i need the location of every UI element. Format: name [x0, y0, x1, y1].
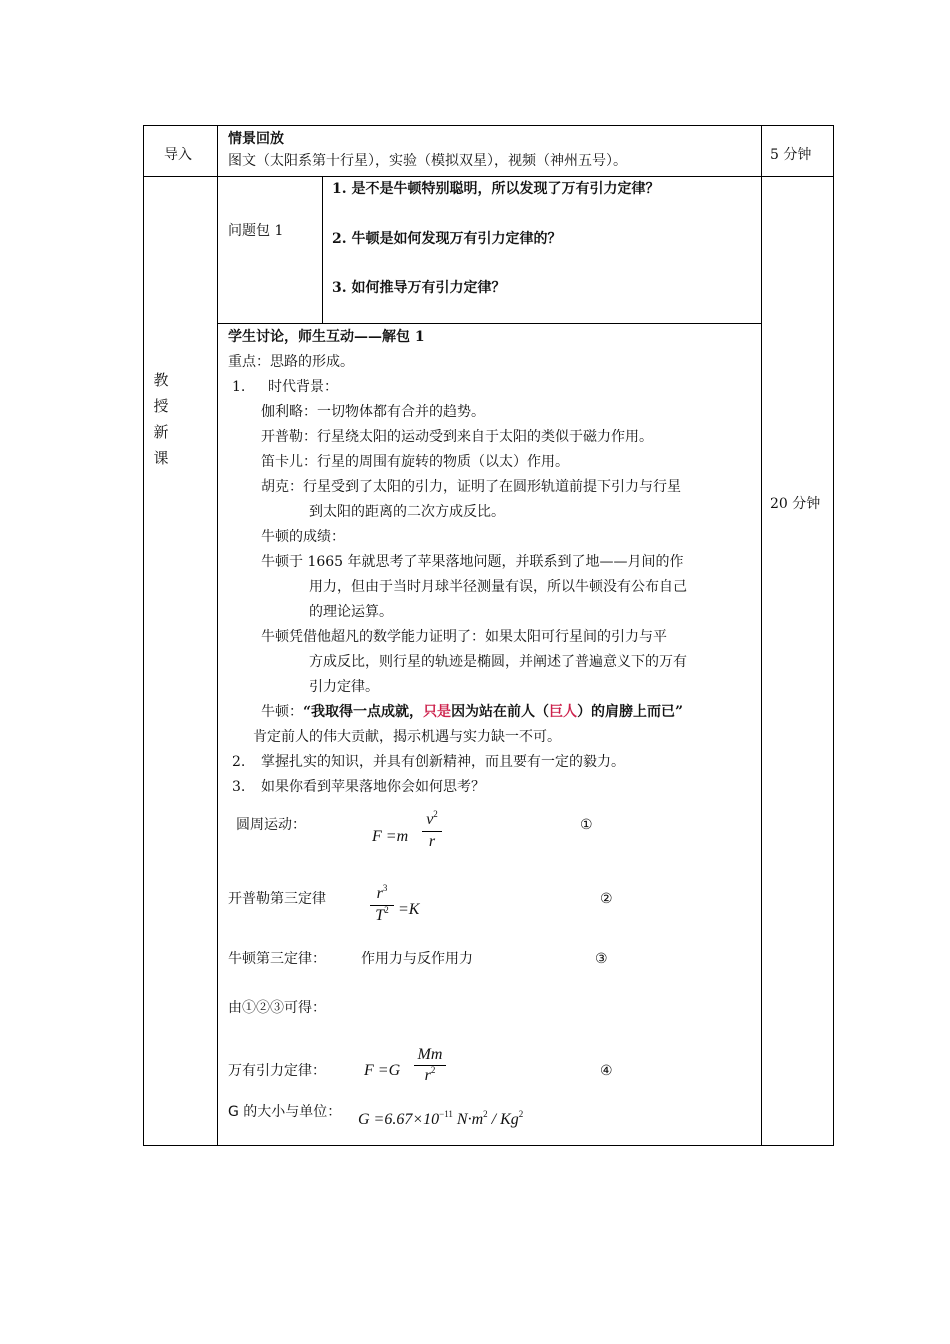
kepler-law-label: 开普勒第三定律: [228, 891, 326, 907]
col-divider-1: [217, 125, 218, 1146]
table-bottom-border: [143, 1145, 834, 1146]
item-1-number: 1.: [232, 379, 246, 395]
intro-time: 5 分钟: [770, 147, 812, 163]
question-2: 2. 牛顿是如何发现万有引力定律的？: [332, 231, 562, 247]
newton-a-line-1: 牛顿于 1665 年就思考了苹果落地问题，并联系到了地——月间的作: [261, 554, 684, 570]
main-label-char: 教: [153, 371, 169, 389]
formula-kepler-fraction: $r^3$ $T^2$: [370, 885, 394, 926]
kepler-line: 开普勒：行星绕太阳的运动受到来自于太阳的类似于磁力作用。: [261, 429, 653, 445]
quote-part-c: ）的肩膀上而已”: [577, 704, 684, 720]
newton-b-line-3: 引力定律。: [309, 679, 379, 695]
kepler-mark: ②: [600, 891, 613, 907]
circular-label: 圆周运动：: [236, 817, 306, 833]
gravity-label: 万有引力定律：: [228, 1063, 326, 1079]
formula-circular-fraction: $v^2$ r: [422, 811, 442, 850]
row-divider: [143, 176, 834, 177]
newton-a-line-3: 的理论运算。: [309, 604, 393, 620]
newton-b-line-1: 牛顿凭借他超凡的数学能力证明了：如果太阳可行星间的引力与平: [261, 629, 667, 645]
item-3-text: 如果你看到苹果落地你会如何思考？: [261, 779, 485, 795]
focus-line: 重点：思路的形成。: [228, 354, 354, 370]
newton3-text: 作用力与反作用力: [361, 951, 473, 967]
derive-line: 由①②③可得：: [228, 1000, 326, 1016]
question-1: 1. 是不是牛顿特别聪明，所以发现了万有引力定律？: [332, 181, 660, 197]
newton-title: 牛顿的成绩：: [261, 529, 345, 545]
main-label-char: 授: [153, 397, 169, 415]
circular-mark: ①: [580, 817, 593, 833]
intro-title: 情景回放: [228, 131, 284, 147]
descartes-line: 笛卡儿：行星的周围有旋转的物质（以太）作用。: [261, 454, 569, 470]
content-heading: 学生讨论，师生互动——解包 1: [228, 329, 425, 345]
formula-gravity: F =G: [364, 1062, 401, 1079]
newton3-label: 牛顿第三定律：: [228, 951, 326, 967]
table-top-border: [143, 125, 834, 126]
item-3-number: 3.: [232, 779, 246, 795]
item-2-text: 掌握扎实的知识，并具有创新精神，而且要有一定的毅力。: [261, 754, 625, 770]
question-3: 3. 如何推导万有引力定律？: [332, 280, 506, 296]
g-label: G 的大小与单位：: [228, 1104, 342, 1120]
col-divider-2: [761, 125, 762, 1146]
qpack-divider: [218, 323, 761, 324]
hooke-line-1: 胡克：行星受到了太阳的引力，证明了在圆形轨道前提下引力与行星: [261, 479, 681, 495]
formula-kepler: =K: [398, 901, 420, 918]
newton3-mark: ③: [595, 951, 608, 967]
quote-highlight-1: 只是: [423, 704, 452, 720]
newton-a-line-2: 用力，但由于当时月球半径测量有误，所以牛顿没有公布自己: [309, 579, 687, 595]
formula-gravity-fraction: Mm $r^2$: [414, 1046, 446, 1086]
quote-part-a: “我取得一点成就，: [303, 704, 424, 720]
affirm-line: 肯定前人的伟大贡献，揭示机遇与实力缺一不可。: [253, 729, 561, 745]
quote-prefix: 牛顿：: [261, 704, 303, 720]
galileo-line: 伽利略：一切物体都有合并的趋势。: [261, 404, 485, 420]
formula-circular: F =m: [372, 828, 409, 845]
hooke-line-2: 到太阳的距离的二次方成反比。: [309, 504, 505, 520]
newton-quote: [261, 702, 683, 722]
intro-label: 导入: [164, 147, 192, 163]
item-2-number: 2.: [232, 754, 246, 770]
main-time: 20 分钟: [770, 496, 821, 512]
main-label-char: 新: [153, 423, 169, 441]
main-label-char: 课: [153, 449, 169, 467]
table-right-border: [833, 125, 834, 1146]
quote-highlight-2: 巨人: [549, 704, 578, 720]
intro-desc: 图文（太阳系第十行星），实验（模拟双星），视频（神州五号）。: [228, 153, 627, 169]
quote-part-b: 因为站在前人（: [451, 704, 550, 720]
table-left-border: [143, 125, 144, 1146]
qpack-label: 问题包 1: [228, 223, 284, 239]
gravity-mark: ④: [600, 1063, 613, 1079]
formula-g-value: $G =6.67\times 10^{-11}$ $N\cdot m^2 / Kg^2$: [358, 1109, 524, 1128]
qpack-col-divider: [322, 176, 323, 324]
item-1-title: 时代背景：: [268, 379, 338, 395]
newton-b-line-2: 方成反比，则行星的轨迹是椭圆，并阐述了普遍意义下的万有: [309, 654, 687, 670]
